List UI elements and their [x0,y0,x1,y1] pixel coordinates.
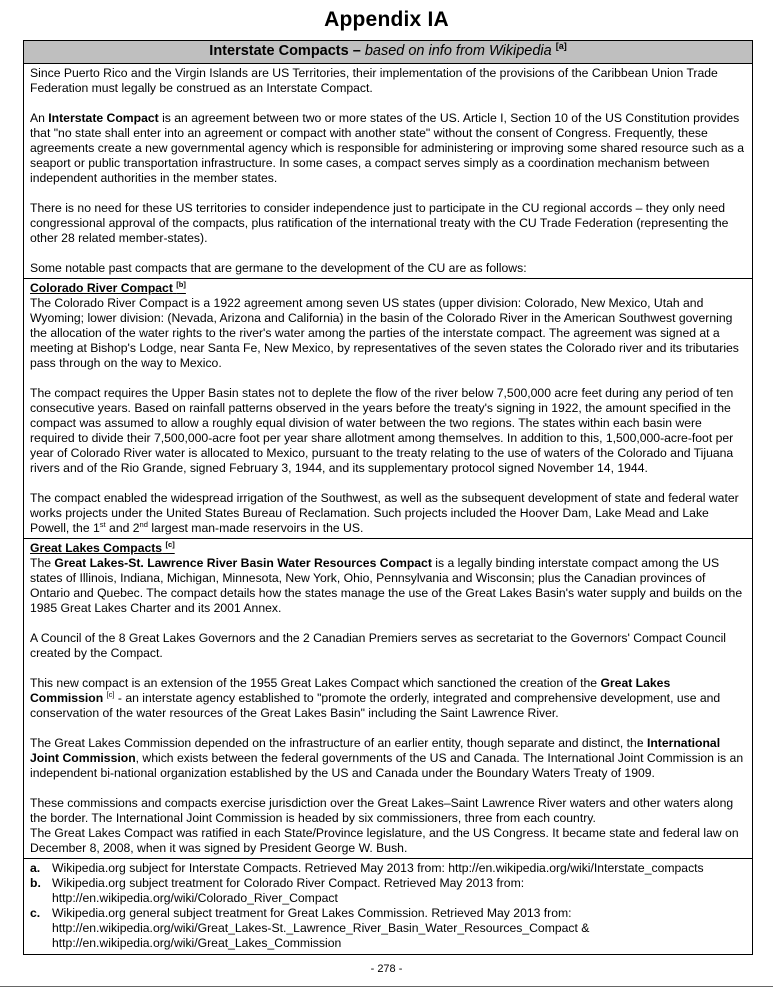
text-span: - an interstate agency established to "promote the orderly, integrated and comprehensive development, use and conservation of the water resources of the Great Lakes Basin" including the Saint Lawrence River. [30,691,721,720]
interstate-compact-term: Interstate Compact [48,111,159,125]
great-lakes-paragraph-4 [30,736,746,781]
great-lakes-paragraph-5 [30,796,746,856]
footnote-item [30,861,746,876]
text-span: The compact enabled the widespread irrigation of the Southwest, as well as the subsequent development of state and federal water works projects under the United States Bureau of Reclamation. Such projects included the Hoover Dam, Lake Mead and Lake Powell, the 1 [30,491,739,535]
text-span: An [30,111,49,125]
interstate-compacts-table [23,40,753,955]
heading-text: Colorado River Compact [30,281,173,295]
text-span: is a legally binding interstate compact among the US states of Illinois, Indiana, Michigan, Minnesota, New York, Ohio, Pennsylvania and Wisconsin; plus the Canadian provinces of Ontario and Quebec. The compact details how the states manage the use of the Great Lakes Basin's water supply and builds on the 1985 Great Lakes Charter and its 2001 Annex. [30,556,743,615]
text-span: The Great Lakes Commission depended on the infrastructure of an earlier entity, though separate and distinct, the [30,736,647,750]
footnote-letter: c. [30,906,41,920]
colorado-paragraph-1: The Colorado River Compact is a 1922 agreement among seven US states (upper division: Colorado, New Mexico, Utah and Wyoming; lower division: (Nevada, Arizona and California) in the basin of the Colorado River in the American Southwest governing the allocation of the water rights to the river's water among the parties of the interstate compact. The agreement was signed at a meeting at Bishop's Lodge, near Santa Fe, New Mexico, by representatives of the seven states the Colorado river and its tributaries pass through on the way to Mexico. [30,296,739,370]
text-span: largest man-made reservoirs in the US. [147,521,364,535]
table-header-sub: based on info from Wikipedia [364,43,552,59]
great-lakes-heading [30,541,746,556]
colorado-ref[interactable]: [b] [176,279,186,289]
footnote-text: Wikipedia.org subject for Interstate Compacts. Retrieved May 2013 from: http://en.wikipedia.org/wiki/Interstate_compacts [52,861,704,875]
great-lakes-paragraph-1 [30,556,746,616]
intro-paragraph-2 [30,111,746,186]
intro-paragraph-4: Some notable past compacts that are germane to the development of the CU are as follows: [30,261,527,275]
table-header-main: Interstate Compacts – [209,43,365,59]
text-span: The [30,556,55,570]
great-lakes-ref[interactable]: [c] [165,539,175,549]
page-title: Appendix IA [324,8,449,31]
intro-paragraph-3: There is no need for these US territories to consider independence just to participate in the CU regional accords – they only need congressional approval of the compacts, plus ratification of the international treaty with the CU Trade Federation (representing the other 28 related member-states). [30,201,729,245]
colorado-heading [30,281,746,296]
colorado-paragraph-3 [30,491,746,536]
heading-text: Great Lakes Compacts [30,541,163,555]
colorado-paragraph-2: The compact requires the Upper Basin states not to deplete the flow of the river below 7,500,000 acre feet during any period of ten consecutive years. Based on rainfall patterns observed in the years before the treaty's signing in 1922, the amount specified in the compact was assumed to allow a roughly equal division of water between the two regions. The states within each basin were required to divide their 7,500,000-acre foot per year share allotment among themselves. In addition to this, 1,500,000-acre-foot per year of Colorado River water is allocated to Mexico, pursuant to the treaty relating to the use of waters of the Colorado and Tijuana rivers and of the Rio Grande, signed February 3, 1944, and its supplementary protocol signed November 14, 1944. [30,386,734,475]
colorado-section [24,279,752,539]
footnote-letter: a. [30,861,41,875]
joint-commission-term: International Joint Commission [30,736,721,765]
intro-section [24,64,752,279]
text-span: This new compact is an extension of the 1955 Great Lakes Compact which sanctioned the creation of the [30,676,601,690]
footnote-text: Wikipedia.org subject treatment for Colorado River Compact. Retrieved May 2013 from: http://en.wikipedia.org/wiki/Colorado_River_Compact [52,876,525,905]
intro-paragraph-1: Since Puerto Rico and the Virgin Islands are US Territories, their implementation of the provisions of the Caribbean Union Trade Federation must legally be construed as an Interstate Compact. [30,66,718,95]
text-span: , which exists between the federal governments of the US and Canada. The International Joint Commission is an independent bi-national organization established by the US and Canada under the Boundary Waters Treaty of 1909. [30,751,744,780]
great-lakes-paragraph-2: A Council of the 8 Great Lakes Governors and the 2 Canadian Premiers serves as secretariat to the Governors' Compact Council created by the Compact. [30,631,727,660]
ordinal-sup: st [99,519,106,529]
ordinal-sup: nd [139,519,148,529]
great-lakes-section [24,539,752,859]
commission-term: Great Lakes Commission [30,676,671,705]
footnotes-section [24,859,752,954]
footnote-item [30,876,746,906]
commission-ref[interactable]: [c] [106,689,115,699]
great-lakes-paragraph-3 [30,676,746,721]
table-header [24,41,752,64]
table-header-ref[interactable]: [a] [555,41,567,52]
text-span: and 2 [105,521,140,535]
text-span: is an agreement between two or more states of the US. Article I, Section 10 of the US Constitution provides that "no state shall enter into an agreement or compact with another state" without the consent of Congress. Frequently, these agreements create a new governmental agency which is responsible for administering or improving some shared resource such as a seaport or public transportation infrastructure. In some cases, a compact serves simply as a coordination mechanism between independent authorities in the member states. [30,111,745,185]
text-span: These commissions and compacts exercise jurisdiction over the Great Lakes–Saint Lawrence River waters and other waters along the border. The International Joint Commission is headed by six commissioners, three from each country. [30,796,734,825]
footnote-text: Wikipedia.org general subject treatment for Great Lakes Commission. Retrieved May 2013 from: http://en.wikipedia.org/wiki/Great_Lakes-St._Lawrence_River_Basin_Water_Resources_Compact & http://en.wikipedia.org/wiki/Great_Lakes_Commission [52,906,590,950]
page-divider [0,986,773,987]
footnote-item [30,906,746,951]
page-number: - 278 - [370,963,403,975]
footnote-letter: b. [30,876,41,890]
compact-name-term: Great Lakes-St. Lawrence River Basin Water Resources Compact [54,556,432,570]
text-span: The Great Lakes Compact was ratified in each State/Province legislature, and the US Congress. It became state and federal law on December 8, 2008, when it was signed by President George W. Bush. [30,826,739,855]
